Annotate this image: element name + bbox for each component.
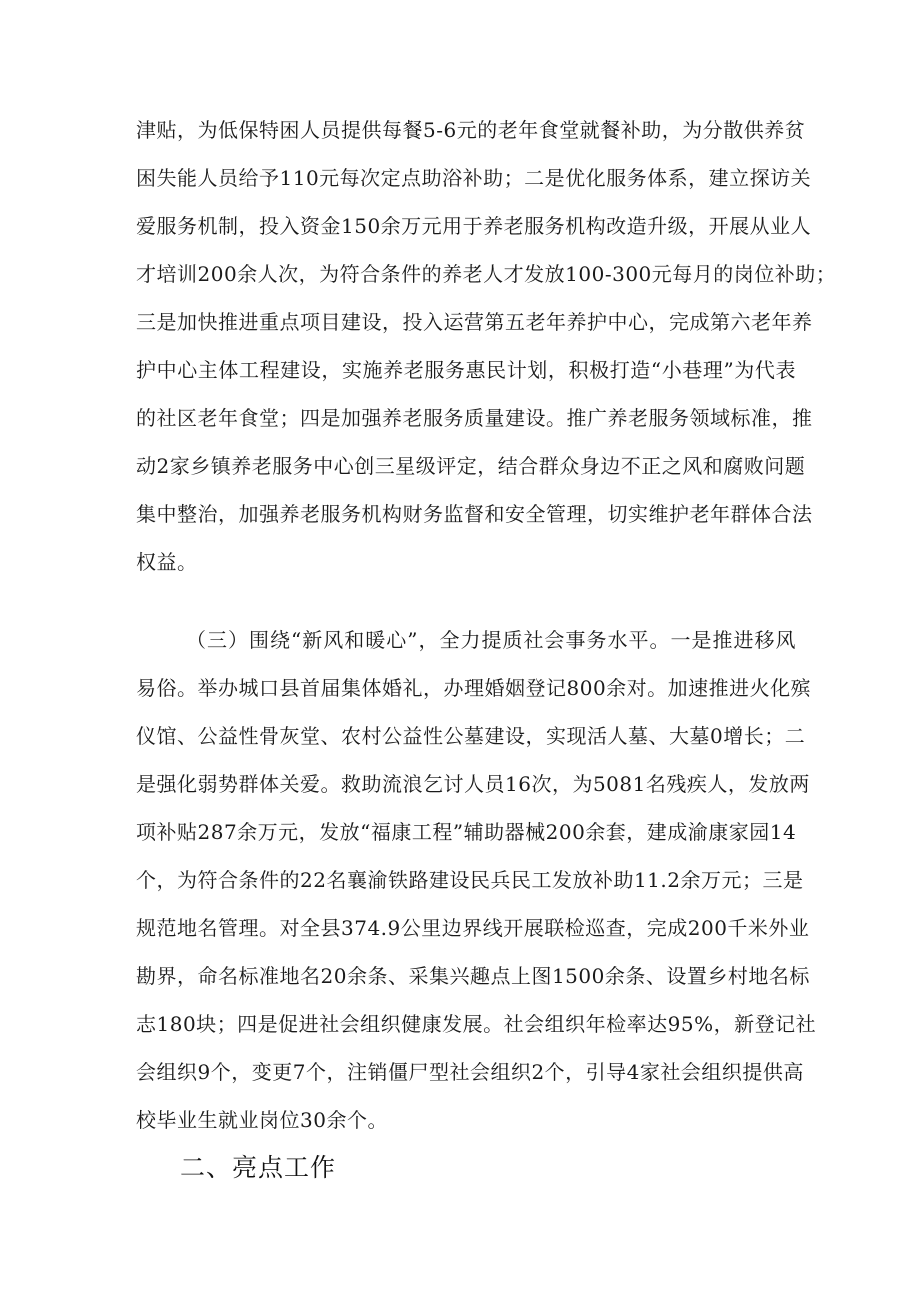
paragraph-line: 护中心主体工程建设，实施养老服务惠民计划，积极打造“小巷理”为代表 (136, 358, 796, 382)
paragraph-line: 才培训200余人次，为符合条件的养老人才发放100-300元每月的岗位补助； (136, 262, 837, 286)
paragraph-line: 仪馆、公益性骨灰堂、农村公益性公墓建设，实现活人墓、大墓0增长；二 (136, 724, 806, 748)
paragraph-line: 志180块；四是促进社会组织健康发展。社会组织年检率达95%，新登记社 (136, 1012, 817, 1036)
paragraph-line: 是强化弱势群体关爱。救助流浪乞讨人员16次，为5081名残疾人，发放两 (136, 772, 810, 796)
paragraph-line: 爱服务机制，投入资金150余万元用于养老服务机构改造升级，开展从业人 (136, 214, 812, 238)
paragraph-line: 项补贴287余万元，发放“福康工程”辅助器械200余套，建成渝康家园14 (136, 820, 797, 844)
paragraph-line: 困失能人员给予110元每次定点助浴补助；二是优化服务体系，建立探访关 (136, 166, 812, 190)
paragraph-line: 规范地名管理。对全县374.9公里边界线开展联检巡查，完成200千米外业 (136, 916, 810, 940)
paragraph-line: 校毕业生就业岗位30余个。 (136, 1108, 388, 1132)
paragraph-line: 集中整治，加强养老服务机构财务监督和安全管理，切实维护老年群体合法 (136, 502, 813, 526)
paragraph-line: 津贴，为低保特困人员提供每餐5-6元的老年食堂就餐补助，为分散供养贫 (136, 118, 806, 142)
paragraph-line: （三）围绕“新风和暖心”，全力提质社会事务水平。一是推进移风 (186, 628, 796, 652)
paragraph-line: 动2家乡镇养老服务中心创三星级评定，结合群众身边不正之风和腐败问题 (136, 454, 806, 478)
paragraph-line: 权益。 (136, 550, 198, 574)
paragraph-line: 易俗。举办城口县首届集体婚礼，办理婚姻登记800余对。加速推进火化殡 (136, 676, 812, 700)
paragraph-line: 的社区老年食堂；四是加强养老服务质量建设。推广养老服务领域标准，推 (136, 406, 813, 430)
paragraph-line: 三是加快推进重点项目建设，投入运营第五老年养护中心，完成第六老年养 (136, 310, 813, 334)
section-heading: 二、亮点工作 (180, 1153, 337, 1182)
paragraph-line: 勘界，命名标准地名20余条、采集兴趣点上图1500余条、设置乡村地名标 (136, 964, 810, 988)
paragraph-line: 个，为符合条件的22名襄渝铁路建设民兵民工发放补助11.2余万元；三是 (136, 868, 804, 892)
paragraph-line: 会组织9个，变更7个，注销僵尸型社会组织2个，引导4家社会组织提供高 (136, 1060, 804, 1084)
